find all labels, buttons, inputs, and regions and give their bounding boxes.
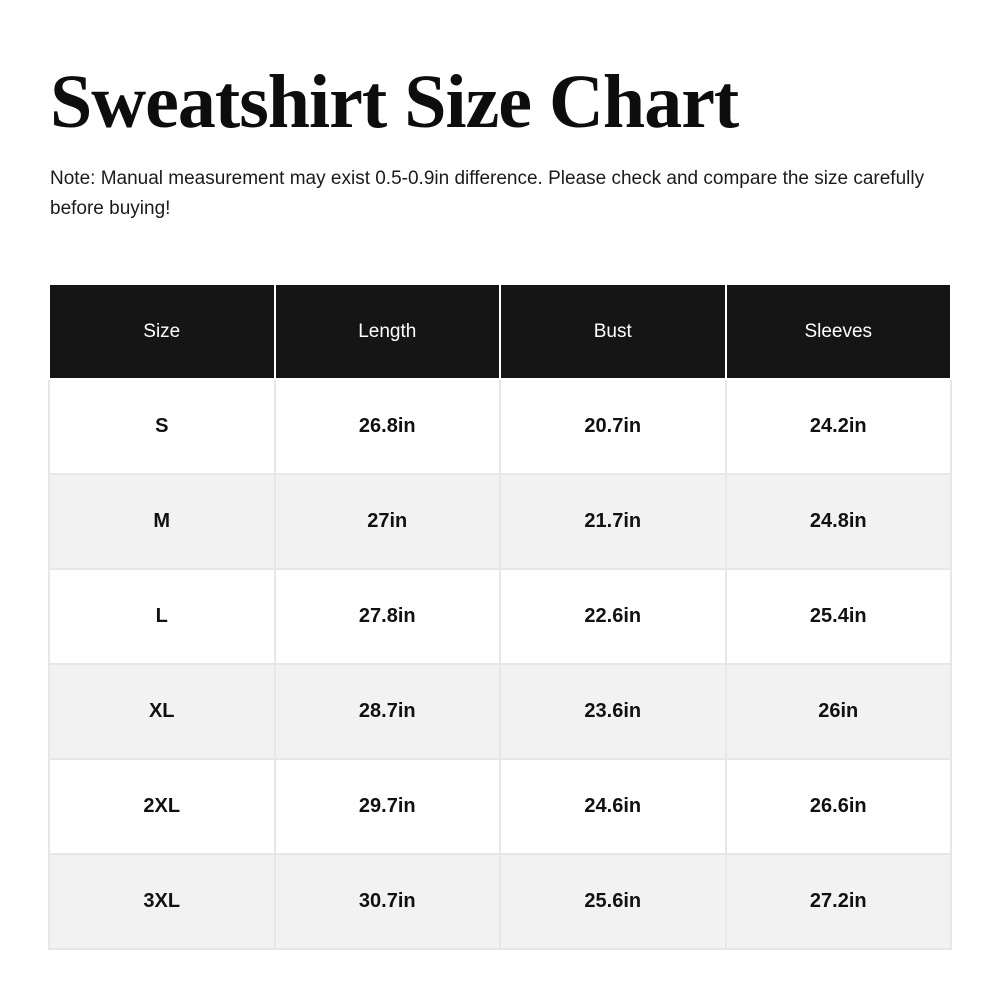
table-header-row bbox=[49, 284, 951, 379]
cell-size: M bbox=[49, 474, 275, 569]
size-chart-page bbox=[0, 60, 1000, 1000]
measurement-note: Note: Manual measurement may exist 0.5-0.9in difference. Please check and compare the size carefully before buying! bbox=[50, 168, 925, 219]
cell-bust: 25.6in bbox=[500, 854, 726, 949]
table-row bbox=[49, 569, 951, 664]
cell-size: S bbox=[49, 379, 275, 474]
cell-length: 28.7in bbox=[275, 664, 501, 759]
table-row bbox=[49, 379, 951, 474]
cell-sleeves: 26in bbox=[726, 664, 952, 759]
cell-bust: 24.6in bbox=[500, 759, 726, 854]
column-header-size: Size bbox=[49, 284, 275, 379]
column-header-bust: Bust bbox=[500, 284, 726, 379]
cell-sleeves: 24.2in bbox=[726, 379, 952, 474]
page-title: Sweatshirt Size Chart bbox=[50, 60, 739, 144]
size-table bbox=[48, 283, 952, 950]
cell-bust: 20.7in bbox=[500, 379, 726, 474]
cell-sleeves: 27.2in bbox=[726, 854, 952, 949]
cell-size: 3XL bbox=[49, 854, 275, 949]
cell-bust: 23.6in bbox=[500, 664, 726, 759]
table-row bbox=[49, 664, 951, 759]
cell-size: XL bbox=[49, 664, 275, 759]
cell-size: 2XL bbox=[49, 759, 275, 854]
table-row bbox=[49, 854, 951, 949]
cell-sleeves: 25.4in bbox=[726, 569, 952, 664]
cell-length: 27.8in bbox=[275, 569, 501, 664]
cell-sleeves: 26.6in bbox=[726, 759, 952, 854]
cell-size: L bbox=[49, 569, 275, 664]
table-row bbox=[49, 759, 951, 854]
cell-bust: 22.6in bbox=[500, 569, 726, 664]
cell-bust: 21.7in bbox=[500, 474, 726, 569]
table-row bbox=[49, 474, 951, 569]
cell-length: 29.7in bbox=[275, 759, 501, 854]
cell-length: 27in bbox=[275, 474, 501, 569]
column-header-length: Length bbox=[275, 284, 501, 379]
column-header-sleeves: Sleeves bbox=[726, 284, 952, 379]
cell-length: 26.8in bbox=[275, 379, 501, 474]
cell-length: 30.7in bbox=[275, 854, 501, 949]
cell-sleeves: 24.8in bbox=[726, 474, 952, 569]
